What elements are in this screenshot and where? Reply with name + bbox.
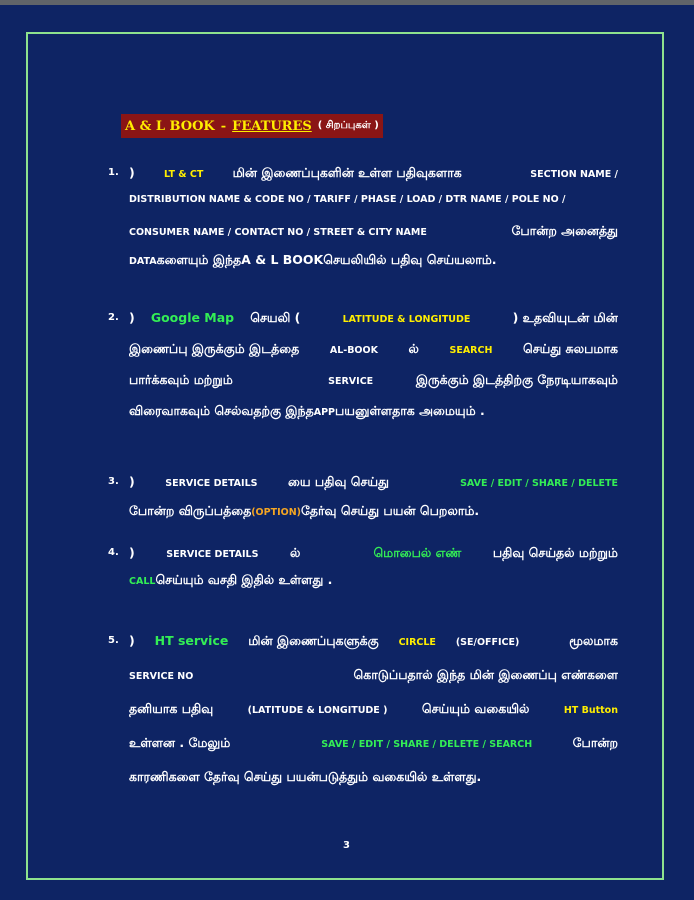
text-segment: மின் இணைப்புகளுக்கு — [248, 633, 379, 648]
text-segment: ல் — [408, 341, 419, 356]
text-line — [129, 503, 618, 520]
text-line — [129, 735, 618, 752]
text-segment: இருக்கும் இடத்திற்கு நேரடியாகவும் — [415, 372, 618, 387]
item-number: 3. — [108, 476, 119, 487]
text-segment: LATITUDE & LONGITUDE — [342, 314, 471, 325]
text-segment: போன்ற அனைத்து — [511, 223, 618, 238]
text-segment: மூலமாக — [569, 633, 618, 648]
text-line — [129, 474, 618, 491]
item-number: 2. — [108, 312, 119, 323]
text-segment: DATA — [129, 256, 157, 267]
text-segment: CONSUMER NAME / CONTACT NO / STREET & CITY NAME — [129, 227, 427, 238]
text-segment: போன்ற — [572, 735, 618, 750]
text-segment: பதிவு செய்தல் மற்றும் — [492, 545, 618, 560]
text-segment: APP — [313, 407, 335, 418]
heading-dash: - — [220, 118, 227, 134]
text-segment: போன்ற விருப்பத்தை — [129, 503, 252, 518]
text-segment: செயலியில் பதிவு செய்யலாம். — [323, 252, 497, 267]
text-segment: LT & CT — [164, 169, 204, 180]
text-segment: Google Map — [150, 310, 235, 325]
text-segment: ) — [129, 165, 135, 180]
text-segment: மொபைல் எண் — [373, 545, 462, 560]
heading-subtitle: ( சிறப்புகள் ) — [317, 120, 379, 131]
text-segment: A & L BOOK — [241, 252, 324, 267]
text-segment: ) — [129, 310, 135, 325]
text-segment: யை பதிவு செய்து — [288, 474, 389, 489]
text-segment: பார்க்கவும் மற்றும் — [129, 372, 233, 387]
text-segment: ) — [129, 474, 135, 489]
text-segment: விரைவாகவும் செல்வதற்கு இந்த — [129, 403, 314, 418]
text-segment: பயனுள்ளதாக அமையும் . — [335, 403, 485, 418]
text-line — [129, 310, 618, 327]
text-line — [129, 252, 618, 269]
text-segment: HT service — [154, 633, 229, 648]
text-segment: SERVICE DETAILS — [166, 549, 259, 560]
text-segment: காரணிகளை தேர்வு செய்து பயன்படுத்தும் வகையில் உள்ளது. — [129, 769, 482, 784]
text-line — [129, 701, 618, 718]
text-line — [129, 341, 618, 358]
text-segment: SEARCH — [449, 345, 493, 356]
text-segment: CALL — [129, 576, 156, 587]
heading-title: A & L BOOK — [125, 118, 215, 134]
text-segment: தேர்வு செய்து பயன் பெறலாம். — [300, 503, 480, 518]
text-segment: ) — [129, 633, 135, 648]
text-segment: AL-BOOK — [329, 345, 378, 356]
section-heading — [121, 114, 383, 138]
text-segment: (LATITUDE & LONGITUDE ) — [247, 705, 388, 716]
text-segment: CIRCLE — [398, 637, 436, 648]
text-segment: HT Button — [563, 705, 618, 716]
text-line — [129, 572, 618, 589]
text-segment: இணைப்பு இருக்கும் இடத்தை — [129, 341, 300, 356]
text-segment: DISTRIBUTION NAME & CODE NO / TARIFF / PHASE / LOAD / DTR NAME / POLE NO / — [129, 194, 566, 205]
item-number: 1. — [108, 167, 119, 178]
text-segment: கொடுப்பதால் இந்த மின் இணைப்பு எண்களை — [353, 667, 618, 682]
document-page — [0, 5, 694, 900]
item-number: 5. — [108, 635, 119, 646]
text-line — [129, 194, 618, 205]
text-segment: உள்ளன . மேலும் — [129, 735, 231, 750]
text-segment: SECTION NAME / — [530, 169, 618, 180]
text-segment: ) — [129, 545, 135, 560]
text-line — [129, 769, 618, 786]
text-segment: மின் இணைப்புகளின் உள்ள பதிவுகளாக — [232, 165, 462, 180]
text-segment: (SE/OFFICE) — [455, 637, 520, 648]
item-number: 4. — [108, 547, 119, 558]
text-segment: ) உதவியுடன் மின் — [512, 310, 618, 325]
text-segment: SERVICE DETAILS — [165, 478, 258, 489]
heading-features: FEATURES — [232, 118, 312, 134]
text-segment: SAVE / EDIT / SHARE / DELETE — [460, 478, 618, 489]
text-segment: (OPTION) — [251, 507, 301, 518]
text-segment: செய்யும் வசதி இதில் உள்ளது . — [155, 572, 333, 587]
text-line — [129, 545, 618, 562]
page-number: 3 — [343, 840, 350, 851]
text-line — [129, 372, 618, 389]
text-line — [129, 633, 618, 650]
text-segment: செய்யும் வகையில் — [421, 701, 530, 716]
text-segment: செய்து சுலபமாக — [523, 341, 618, 356]
text-segment: தனியாக பதிவு — [129, 701, 214, 716]
text-segment: SERVICE NO — [129, 671, 194, 682]
page-border — [26, 32, 664, 880]
text-line — [129, 223, 618, 240]
text-segment: SERVICE — [328, 376, 374, 387]
text-segment: SAVE / EDIT / SHARE / DELETE / SEARCH — [321, 739, 533, 750]
text-segment: செயலி ( — [250, 310, 301, 325]
text-line — [129, 165, 618, 182]
text-line — [129, 667, 618, 684]
text-line — [129, 403, 618, 420]
text-segment: களையும் இந்த — [156, 252, 242, 267]
text-segment: ல் — [289, 545, 301, 560]
